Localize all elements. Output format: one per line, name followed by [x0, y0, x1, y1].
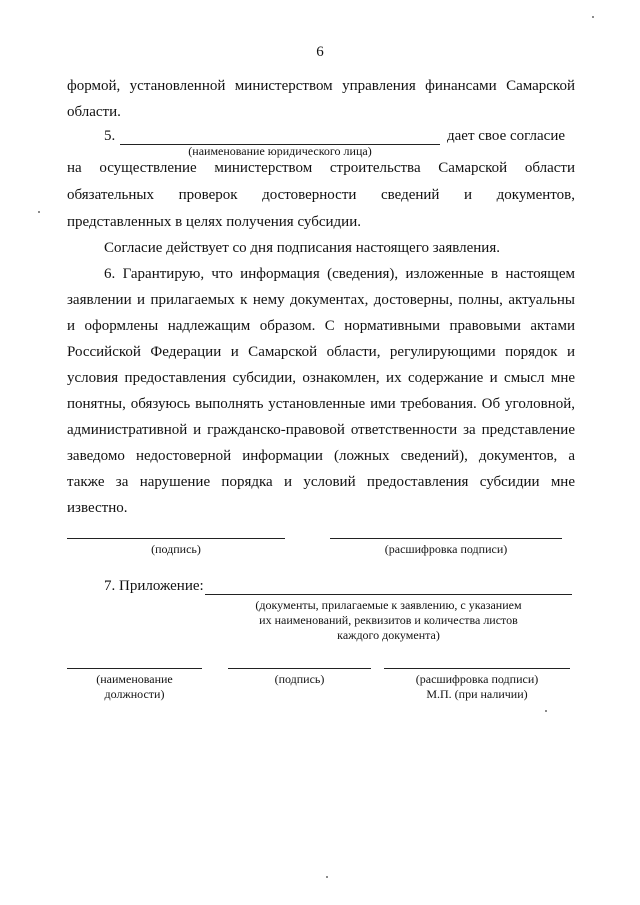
head-signature-decoding-line[interactable] — [384, 668, 570, 669]
signature-line[interactable] — [67, 538, 285, 539]
scan-speck — [326, 876, 328, 878]
signature-caption: (подпись) — [151, 542, 201, 556]
position-caption-line-1: (наименование — [96, 672, 173, 686]
attachment-blank[interactable] — [205, 594, 572, 595]
paragraph-6-line-2: заявлении и прилагаемых к нему документах, достоверны, полны, актуальны — [67, 292, 575, 308]
paragraph-6-line-4: Российской Федерации и Самарской области, регулирующими порядок и — [67, 344, 575, 360]
scan-speck — [545, 710, 547, 712]
scan-speck — [38, 211, 40, 213]
consent-validity: Согласие действует со дня подписания настоящего заявления. — [104, 240, 500, 256]
attachment-label: 7. Приложение: — [104, 578, 204, 594]
signature-decoding-line[interactable] — [330, 538, 562, 539]
legal-entity-caption: (наименование юридического лица) — [188, 144, 372, 158]
attachment-caption-line-1: (документы, прилагаемые к заявлению, с указанием — [255, 598, 522, 612]
scan-speck — [592, 16, 594, 18]
attachment-caption-line-3: каждого документа) — [337, 628, 440, 642]
paragraph-5-line-2: обязательных проверок достоверности сведений и документов, — [67, 187, 575, 203]
attachment-caption-line-2: их наименований, реквизитов и количества листов — [259, 613, 518, 627]
head-signature-caption: (подпись) — [274, 672, 325, 686]
paragraph-6-line-6: понятны, обязуюсь выполнять установленные ими требования. Об уголовной, — [67, 396, 575, 412]
paragraph-6-line-10: известно. — [67, 500, 128, 516]
head-signature-decoding-caption: (расшифровка подписи) — [415, 672, 539, 686]
paragraph-6-line-8: заведомо недостоверной информации (ложных сведений), документов, а — [67, 448, 575, 464]
paragraph-6-line-7: административной и гражданско-правовой ответственности за представление — [67, 422, 575, 438]
paragraph-5-line-3: представленных в целях получения субсидии. — [67, 214, 361, 230]
paragraph-6-line-9: также за нарушение порядка и условий предоставления субсидии мне — [67, 474, 575, 490]
position-caption-line-2: должности) — [104, 687, 165, 701]
head-signature-line[interactable] — [228, 668, 371, 669]
position-title-line[interactable] — [67, 668, 202, 669]
paragraph-4-line-2: области. — [67, 104, 121, 120]
paragraph-6-line-1: 6. Гарантирую, что информация (сведения), изложенные в настоящем — [104, 266, 575, 282]
signature-decoding-caption: (расшифровка подписи) — [384, 542, 508, 556]
paragraph-6-line-5: условия предоставления субсидии, ознакомлен, их содержание и смысл мне — [67, 370, 575, 386]
paragraph-6-line-3: и оформлены надлежащим образом. С нормативными правовыми актами — [67, 318, 575, 334]
paragraph-5-line-1: на осуществление министерством строительства Самарской области — [67, 160, 575, 176]
stamp-caption: М.П. (при наличии) — [426, 687, 528, 701]
paragraph-5-number: 5. — [104, 128, 116, 144]
page-number: 6 — [316, 44, 324, 60]
paragraph-4-line-1: формой, установленной министерством управления финансами Самарской — [67, 78, 575, 94]
paragraph-5-consent: дает свое согласие — [447, 128, 566, 144]
